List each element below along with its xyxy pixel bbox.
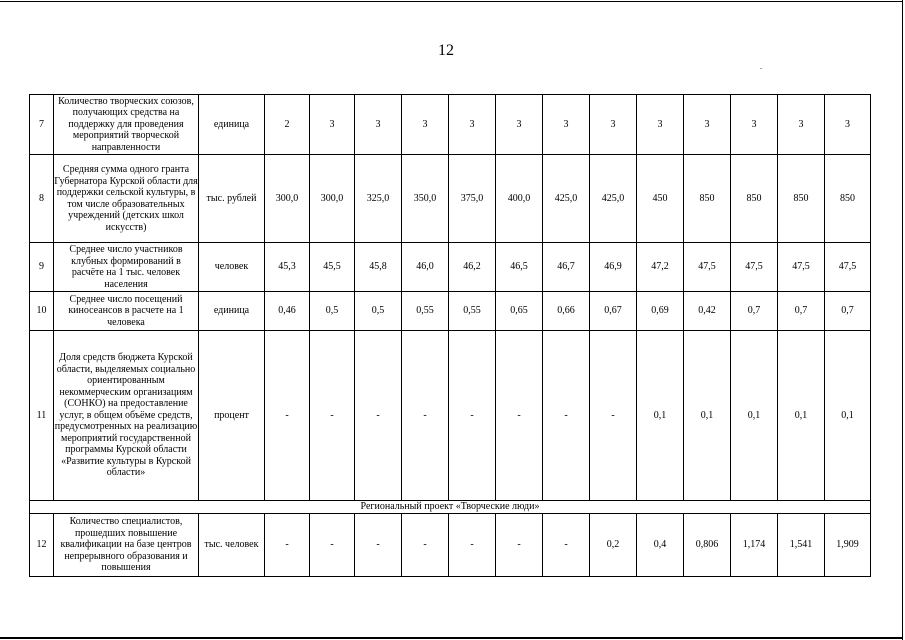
value-cell: 1,174 [731, 514, 778, 577]
value-cell: 0,1 [778, 331, 825, 501]
value-cell: - [449, 514, 496, 577]
value-cell: 850 [778, 155, 825, 243]
value-cell: - [355, 331, 402, 501]
unit-cell: единица [199, 95, 265, 155]
value-cell: 400,0 [496, 155, 543, 243]
table-row [30, 155, 871, 243]
value-cell: 0,7 [825, 292, 871, 331]
value-cell: - [449, 331, 496, 501]
value-cell: 47,5 [731, 243, 778, 292]
value-cell: 0,5 [355, 292, 402, 331]
value-cell: - [265, 331, 310, 501]
unit-cell: процент [199, 331, 265, 501]
value-cell: - [265, 514, 310, 577]
value-cell: - [590, 331, 637, 501]
value-cell: 2 [265, 95, 310, 155]
indicator-name: Количество творческих союзов, получающих средства на поддержку для проведения мероприятий творческой направленности [54, 95, 199, 155]
indicator-name: Среднее число участников клубных формирований в расчёте на 1 тыс. человек населения [54, 243, 199, 292]
unit-cell: тыс. рублей [199, 155, 265, 243]
value-cell: 0,1 [825, 331, 871, 501]
value-cell: 47,2 [637, 243, 684, 292]
unit-cell: единица [199, 292, 265, 331]
value-cell: 3 [731, 95, 778, 155]
page-border-right [902, 0, 903, 640]
row-number: 11 [30, 331, 54, 501]
value-cell: 0,55 [402, 292, 449, 331]
table-row [30, 243, 871, 292]
value-cell: 46,2 [449, 243, 496, 292]
value-cell: 46,7 [543, 243, 590, 292]
value-cell: 0,46 [265, 292, 310, 331]
value-cell: 3 [778, 95, 825, 155]
value-cell: 0,2 [590, 514, 637, 577]
value-cell: 0,1 [684, 331, 731, 501]
value-cell: 0,69 [637, 292, 684, 331]
value-cell: 3 [355, 95, 402, 155]
value-cell: 350,0 [402, 155, 449, 243]
value-cell: 0,4 [637, 514, 684, 577]
value-cell: 0,1 [637, 331, 684, 501]
value-cell: 47,5 [778, 243, 825, 292]
value-cell: - [496, 514, 543, 577]
value-cell: 425,0 [543, 155, 590, 243]
value-cell: 0,806 [684, 514, 731, 577]
indicator-name: Среднее число посещений киносеансов в расчете на 1 человека [54, 292, 199, 331]
value-cell: 0,66 [543, 292, 590, 331]
value-cell: 325,0 [355, 155, 402, 243]
value-cell: 47,5 [825, 243, 871, 292]
section-row [30, 501, 871, 514]
indicator-name: Доля средств бюджета Курской области, выделяемых социально ориентированным некоммерческим организациям (СОНКО) на предоставление услуг, в общем объёме средств, предусмотренных на реализацию мероприятий государственной программы Курской области «Развитие культуры в Курской области» [54, 331, 199, 501]
value-cell: 45,8 [355, 243, 402, 292]
value-cell: 3 [449, 95, 496, 155]
value-cell: - [310, 331, 355, 501]
value-cell: 450 [637, 155, 684, 243]
value-cell: - [310, 514, 355, 577]
value-cell: 0,67 [590, 292, 637, 331]
row-number: 10 [30, 292, 54, 331]
indicator-name: Средняя сумма одного гранта Губернатора Курской области для поддержки сельской культуры, в том числе образовательных учреждений (детских школ искусств) [54, 155, 199, 243]
value-cell: 46,0 [402, 243, 449, 292]
unit-cell: тыс. человек [199, 514, 265, 577]
value-cell: 850 [731, 155, 778, 243]
value-cell: 375,0 [449, 155, 496, 243]
value-cell: - [543, 331, 590, 501]
value-cell: 3 [543, 95, 590, 155]
row-number: 7 [30, 95, 54, 155]
value-cell: 425,0 [590, 155, 637, 243]
value-cell: 0,1 [731, 331, 778, 501]
value-cell: - [402, 514, 449, 577]
section-title: Региональный проект «Творческие люди» [30, 501, 871, 514]
unit-cell: человек [199, 243, 265, 292]
value-cell: 1,541 [778, 514, 825, 577]
indicators-table [29, 94, 871, 577]
value-cell: 3 [825, 95, 871, 155]
value-cell: 3 [684, 95, 731, 155]
value-cell: 0,7 [731, 292, 778, 331]
page-number: 12 [438, 42, 454, 59]
value-cell: 0,7 [778, 292, 825, 331]
value-cell: 46,9 [590, 243, 637, 292]
indicator-name: Количество специалистов, прошедших повышение квалификации на базе центров непрерывного образования и повышения [54, 514, 199, 577]
table-row [30, 331, 871, 501]
value-cell: 0,55 [449, 292, 496, 331]
value-cell: 3 [637, 95, 684, 155]
value-cell: 3 [310, 95, 355, 155]
value-cell: 3 [496, 95, 543, 155]
row-number: 9 [30, 243, 54, 292]
value-cell: 300,0 [310, 155, 355, 243]
value-cell: - [496, 331, 543, 501]
value-cell: 0,65 [496, 292, 543, 331]
value-cell: - [355, 514, 402, 577]
stray-dot: . [760, 62, 762, 71]
row-number: 12 [30, 514, 54, 577]
value-cell: 0,5 [310, 292, 355, 331]
value-cell: 46,5 [496, 243, 543, 292]
value-cell: 45,5 [310, 243, 355, 292]
table-row [30, 95, 871, 155]
value-cell: 45,3 [265, 243, 310, 292]
value-cell: 3 [590, 95, 637, 155]
page-border-bottom [0, 637, 903, 639]
value-cell: 300,0 [265, 155, 310, 243]
row-number: 8 [30, 155, 54, 243]
value-cell: - [402, 331, 449, 501]
value-cell: 850 [684, 155, 731, 243]
value-cell: 47,5 [684, 243, 731, 292]
value-cell: 1,909 [825, 514, 871, 577]
value-cell: 850 [825, 155, 871, 243]
value-cell: 3 [402, 95, 449, 155]
table-row [30, 292, 871, 331]
page-border-top [0, 1, 903, 2]
table-row [30, 514, 871, 577]
value-cell: - [543, 514, 590, 577]
value-cell: 0,42 [684, 292, 731, 331]
